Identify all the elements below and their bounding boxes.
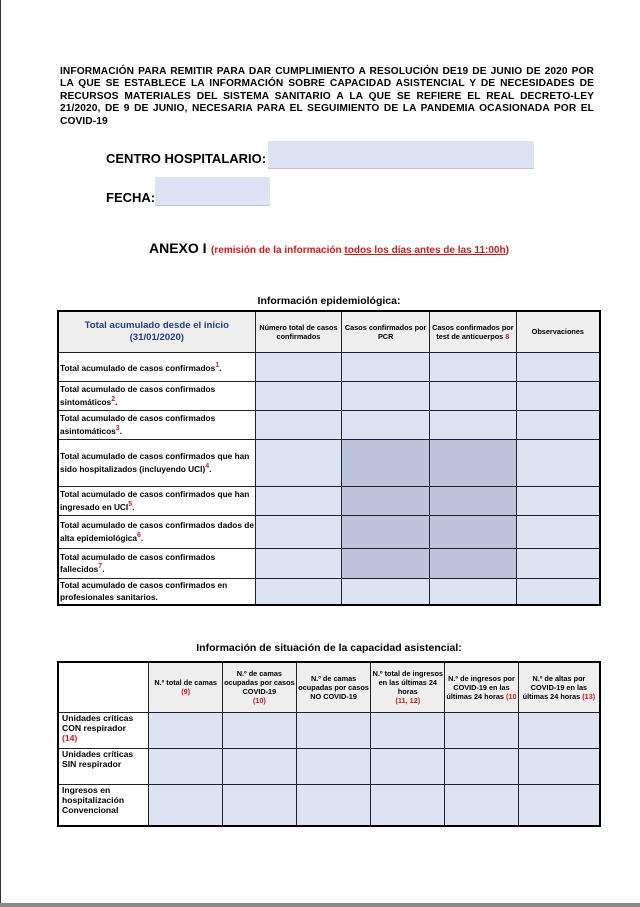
epi-cell-disabled — [429, 548, 516, 578]
epi-cell[interactable] — [516, 381, 600, 410]
epi-header-observaciones: Observaciones — [516, 311, 600, 352]
epi-cell[interactable] — [255, 578, 342, 605]
epi-cell-disabled — [342, 548, 430, 578]
annex-note: (remisión de la información todos los días antes de las 11:00h) — [211, 245, 509, 256]
cap-row-label: Ingresos en hospitalización Convencional — [58, 784, 149, 826]
cap-cell[interactable] — [296, 712, 371, 748]
epi-cell[interactable] — [429, 381, 516, 410]
epi-header-total: Número total de casos confirmados — [255, 311, 342, 352]
epi-main-header: Total acumulado desde el inicio (31/01/2020) — [58, 311, 255, 352]
epi-cell[interactable] — [516, 410, 600, 439]
cap-header-camas-no-covid: N.º de camas ocupadas por casos NO COVID-19 — [296, 662, 371, 712]
epi-row-label: Total acumulado de casos confirmados sintomáticos$^2$. — [58, 381, 255, 410]
epi-cell[interactable] — [342, 381, 430, 410]
cap-row-label: Unidades críticas SIN respirador — [58, 748, 149, 784]
fecha-label: FECHA: — [106, 190, 156, 205]
capacity-table — [57, 661, 601, 827]
cap-cell[interactable] — [445, 784, 519, 826]
annex-heading — [149, 240, 509, 258]
epi-cell[interactable] — [429, 352, 516, 381]
cap-cell[interactable] — [222, 784, 296, 826]
epi-row-label: Total acumulado de casos confirmados$^1$. — [58, 352, 255, 381]
cap-cell[interactable] — [518, 712, 600, 748]
cap-cell[interactable] — [296, 748, 371, 784]
cap-cell[interactable] — [518, 784, 600, 826]
cap-cell[interactable] — [445, 748, 519, 784]
epi-caption: Información epidemiológica: — [257, 295, 401, 307]
epi-cell-disabled — [342, 515, 430, 548]
cap-cell[interactable] — [222, 748, 296, 784]
epi-cell[interactable] — [342, 578, 430, 605]
epi-header-anticuerpos: Casos confirmados por test de anticuerpos 8 — [429, 311, 516, 352]
epi-cell[interactable] — [516, 486, 600, 515]
epi-cell[interactable] — [255, 410, 342, 439]
annex-title: ANEXO I — [149, 240, 207, 256]
cap-cell[interactable] — [371, 712, 445, 748]
cap-header-ingresos-covid-24h: N.º de ingresos por COVID-19 en las últimas 24 horas (10 — [445, 662, 519, 712]
cap-cell[interactable] — [149, 748, 223, 784]
epi-cell[interactable] — [255, 548, 342, 578]
page-bottom-bar — [0, 903, 640, 907]
epi-cell[interactable] — [516, 578, 600, 605]
capacity-corner-cell — [58, 662, 149, 712]
cap-cell[interactable] — [222, 712, 296, 748]
centro-hospitalario-field[interactable] — [268, 141, 534, 169]
cap-cell[interactable] — [371, 784, 445, 826]
fecha-field[interactable] — [155, 177, 270, 206]
epi-cell[interactable] — [255, 381, 342, 410]
cap-header-total-camas: N.º total de camas (9) — [149, 662, 223, 712]
epi-cell-disabled — [429, 439, 516, 486]
cap-cell[interactable] — [296, 784, 371, 826]
epi-cell-disabled — [342, 439, 430, 486]
epi-cell[interactable] — [429, 410, 516, 439]
cap-cell[interactable] — [149, 712, 223, 748]
epi-row-label: Total acumulado de casos confirmados que han sido hospitalizados (incluyendo UCI)$^4$. — [58, 439, 255, 486]
epi-row-label: Total acumulado de casos confirmados en profesionales sanitarios. — [58, 578, 255, 605]
document-title: INFORMACIÓN PARA REMITIR PARA DAR CUMPLIMIENTO A RESOLUCIÓN DE19 DE JUNIO DE 2020 POR LA QUE SE ESTABLECE LA INFORMACIÓN SOBRE CAPACIDAD ASISTENCIAL Y DE NECESIDADES DE RECURSOS MATERIALES DEL SISTEMA SANITARIO A LA QUE SE REFIERE EL REAL DECRETO-LEY 21/2020, DE 9 DE JUNIO, NECESARIA PARA EL SEGUIMIENTO DE LA PANDEMIA OCASIONADA POR EL COVID-19 — [60, 66, 594, 127]
epi-cell[interactable] — [255, 486, 342, 515]
epi-cell-disabled — [429, 515, 516, 548]
epi-cell[interactable] — [255, 352, 342, 381]
epi-cell[interactable] — [342, 352, 430, 381]
cap-header-camas-covid: N.º de camas ocupadas por casos COVID-19 (10) — [222, 662, 296, 712]
epi-cell-disabled — [342, 486, 430, 515]
cap-header-altas-covid-24h: N.º de altas por COVID-19 en las últimas 24 horas (13) — [518, 662, 600, 712]
epi-cell[interactable] — [255, 439, 342, 486]
epi-row-label: Total acumulado de casos confirmados asintomáticos$^3$. — [58, 410, 255, 439]
cap-cell[interactable] — [445, 712, 519, 748]
cap-row-label: Unidades críticas CON respirador (14) — [58, 712, 149, 748]
epi-cell[interactable] — [429, 578, 516, 605]
cap-header-ingresos-24h: N.º total de ingresos en las últimas 24 horas (11, 12) — [371, 662, 445, 712]
capacity-caption: Información de situación de la capacidad asistencial: — [196, 642, 462, 654]
epi-row-label: Total acumulado de casos confirmados fallecidos$^7$. — [58, 548, 255, 578]
epi-row-label: Total acumulado de casos confirmados dados de alta epidemiológica$^6$. — [58, 515, 255, 548]
epi-cell[interactable] — [342, 410, 430, 439]
cap-cell[interactable] — [149, 784, 223, 826]
epi-cell[interactable] — [255, 515, 342, 548]
epi-cell[interactable] — [516, 439, 600, 486]
epi-row-label: Total acumulado de casos confirmados que han ingresado en UCI$^5$. — [58, 486, 255, 515]
epi-cell-disabled — [429, 486, 516, 515]
epi-header-pcr: Casos confirmados por PCR — [342, 311, 430, 352]
epi-cell[interactable] — [516, 352, 600, 381]
epi-cell[interactable] — [516, 548, 600, 578]
centro-hospitalario-label: CENTRO HOSPITALARIO: — [106, 151, 267, 166]
cap-cell[interactable] — [371, 748, 445, 784]
epi-cell[interactable] — [516, 515, 600, 548]
epidemiological-table — [57, 310, 601, 606]
cap-cell[interactable] — [518, 748, 600, 784]
page-left-edge — [0, 0, 1, 907]
